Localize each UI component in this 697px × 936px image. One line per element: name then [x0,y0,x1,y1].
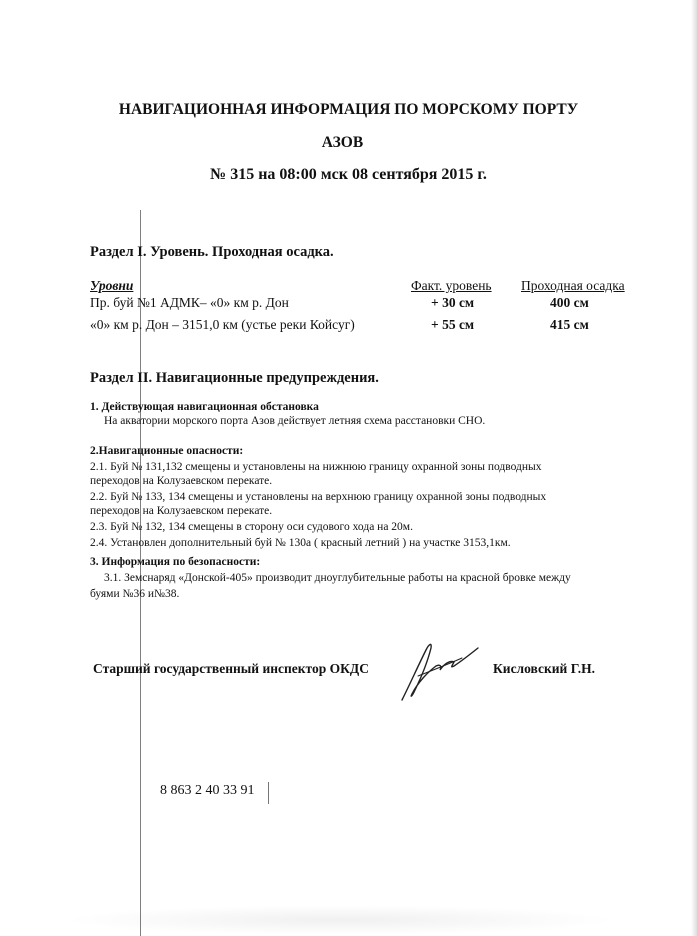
scan-smudge [60,905,620,935]
port-name: АЗОВ [321,134,364,151]
column-header-fact-level: Факт. уровень [411,278,492,293]
level-row-fact: + 55 см [431,317,475,332]
hazard-line: 2.1. Буй № 131,132 смещены и установлены на нижнюю границу охранной зоны подводных [90,461,542,473]
signatory-position: Старший государственный инспектор ОКДС [93,661,369,676]
level-row-name: Пр. буй №1 АДМК– «0» км р. Дон [90,295,289,310]
safety-info-heading: 3. Информация по безопасности: [90,556,261,568]
navigation-situation-text: На акватории морского порта Азов действует летняя схема расстановки СНО. [104,415,486,427]
hazard-line: переходов на Колузаевском перекате. [90,505,273,517]
level-row-fact: + 30 см [431,295,475,310]
handwritten-signature [388,636,484,706]
column-header-draft: Проходная осадка [521,278,625,293]
text-cursor-mark [268,782,269,804]
contact-phone: 8 863 2 40 33 91 [160,783,255,798]
section2-heading: Раздел II. Навигационные предупреждения. [90,370,379,386]
safety-info-line: 3.1. Земснаряд «Донской-405» производит дноуглубительные работы на красной бровке между [104,572,571,584]
level-row-name: «0» км р. Дон – 3151,0 км (устье реки Койсуг) [90,317,355,332]
bulletin-number-date: № 315 на 08:00 мск 08 сентября 2015 г. [210,166,487,183]
navigation-situation-heading: 1. Действующая навигационная обстановка [90,401,319,413]
signatory-name: Кисловский Г.Н. [493,661,596,676]
safety-info-line: буями №36 и№38. [90,588,180,600]
hazard-line: переходов на Колузаевском перекате. [90,475,273,487]
hazards-heading: 2.Навигационные опасности: [90,445,244,457]
column-header-levels: Уровни [90,278,134,293]
level-row-draft: 400 см [550,295,589,310]
hazard-line: 2.4. Установлен дополнительный буй № 130а ( красный летний ) на участке 3153,1км. [90,537,511,549]
scan-edge-shadow [691,0,697,936]
hazard-line: 2.3. Буй № 132, 134 смещены в сторону оси судового хода на 20м. [90,521,413,533]
section1-heading: Раздел I. Уровень. Проходная осадка. [90,244,334,260]
document-title: НАВИГАЦИОННАЯ ИНФОРМАЦИЯ ПО МОРСКОМУ ПОРТУ [118,101,579,118]
hazard-line: 2.2. Буй № 133, 134 смещены и установлены на верхнюю границу охранной зоны подводных [90,491,547,503]
level-row-draft: 415 см [550,317,589,332]
